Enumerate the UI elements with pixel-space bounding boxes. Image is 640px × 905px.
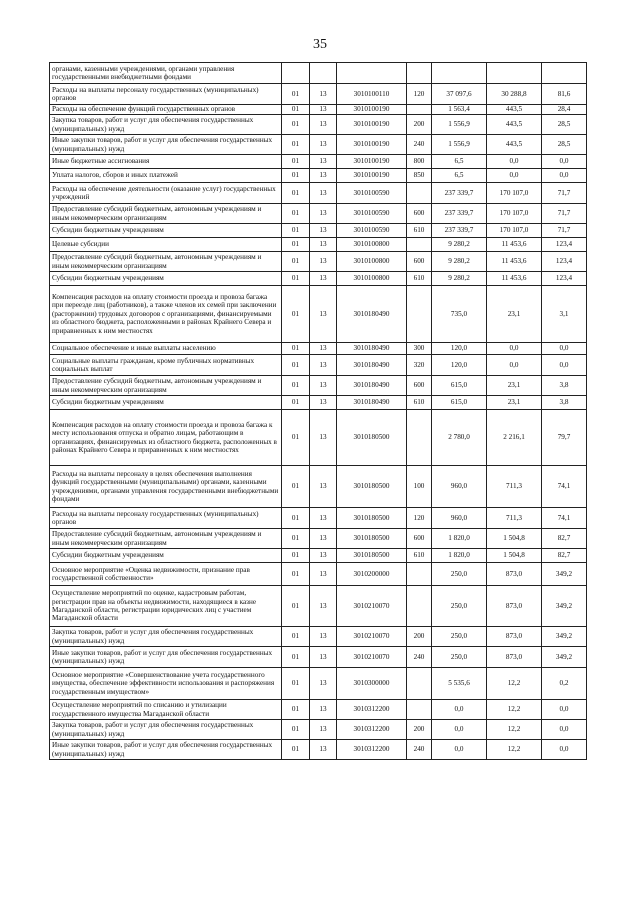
cell-actual: 1 504,8 (487, 529, 542, 549)
cell-percent: 71,7 (542, 204, 587, 224)
cell-actual: 0,0 (487, 169, 542, 183)
cell-actual: 23,1 (487, 396, 542, 410)
table-row (50, 508, 587, 529)
cell-section: 01 (282, 563, 310, 586)
cell-target-article: 3010180500 (337, 508, 407, 529)
cell-percent: 349,2 (542, 647, 587, 668)
cell-name: Субсидии бюджетным учреждениям (50, 549, 282, 563)
cell-expense-type: 240 (407, 740, 432, 760)
cell-expense-type: 120 (407, 84, 432, 105)
cell-subsection: 13 (310, 410, 337, 466)
cell-target-article: 3010100190 (337, 105, 407, 115)
table-row (50, 252, 587, 272)
cell-plan: 735,0 (432, 286, 487, 343)
table-row (50, 204, 587, 224)
cell-expense-type: 600 (407, 529, 432, 549)
cell-section: 01 (282, 135, 310, 155)
cell-expense-type: 850 (407, 169, 432, 183)
cell-section: 01 (282, 466, 310, 508)
cell-section: 01 (282, 343, 310, 355)
cell-subsection: 13 (310, 135, 337, 155)
cell-section: 01 (282, 155, 310, 169)
cell-subsection: 13 (310, 700, 337, 720)
table-row (50, 563, 587, 586)
cell-subsection: 13 (310, 252, 337, 272)
cell-actual: 1 504,8 (487, 549, 542, 563)
cell-plan: 1 556,9 (432, 115, 487, 135)
table-row (50, 135, 587, 155)
table-row (50, 343, 587, 355)
cell-expense-type: 600 (407, 252, 432, 272)
table-row (50, 740, 587, 760)
cell-plan: 250,0 (432, 563, 487, 586)
cell-target-article: 3010100800 (337, 272, 407, 286)
table-row (50, 63, 587, 84)
cell-expense-type (407, 238, 432, 252)
cell-section: 01 (282, 286, 310, 343)
cell-name: Осуществление мероприятий по списанию и утилизации государственного имущества Магаданской области (50, 700, 282, 720)
cell-subsection: 13 (310, 286, 337, 343)
cell-target-article: 3010312200 (337, 740, 407, 760)
cell-subsection: 13 (310, 204, 337, 224)
cell-actual: 12,2 (487, 720, 542, 740)
table-row (50, 224, 587, 238)
cell-section: 01 (282, 272, 310, 286)
table-row (50, 169, 587, 183)
cell-target-article: 3010180490 (337, 286, 407, 343)
cell-target-article: 3010100190 (337, 155, 407, 169)
cell-plan: 1 820,0 (432, 549, 487, 563)
cell-expense-type (407, 410, 432, 466)
cell-percent: 3,8 (542, 376, 587, 396)
cell-plan: 120,0 (432, 343, 487, 355)
cell-subsection: 13 (310, 720, 337, 740)
cell-section: 01 (282, 115, 310, 135)
cell-subsection: 13 (310, 376, 337, 396)
cell-plan: 2 780,0 (432, 410, 487, 466)
table-row (50, 155, 587, 169)
cell-actual: 30 288,8 (487, 84, 542, 105)
cell-section: 01 (282, 224, 310, 238)
cell-target-article: 3010100590 (337, 224, 407, 238)
cell-target-article: 3010100190 (337, 169, 407, 183)
cell-percent: 0,0 (542, 343, 587, 355)
cell-section: 01 (282, 410, 310, 466)
cell-percent: 349,2 (542, 627, 587, 647)
page-number: 35 (313, 37, 327, 52)
table-row (50, 355, 587, 376)
cell-actual: 23,1 (487, 286, 542, 343)
cell-subsection: 13 (310, 586, 337, 627)
cell-plan (432, 63, 487, 84)
cell-section: 01 (282, 183, 310, 204)
cell-actual: 170 107,0 (487, 224, 542, 238)
table-row (50, 115, 587, 135)
cell-subsection: 13 (310, 647, 337, 668)
cell-percent: 71,7 (542, 224, 587, 238)
cell-expense-type: 610 (407, 396, 432, 410)
cell-expense-type (407, 63, 432, 84)
table-row (50, 376, 587, 396)
cell-section: 01 (282, 84, 310, 105)
cell-subsection: 13 (310, 529, 337, 549)
table-row (50, 647, 587, 668)
table-row (50, 529, 587, 549)
cell-subsection: 13 (310, 155, 337, 169)
cell-name: Основное мероприятие «Совершенствование учета государственного имущества, обеспечение эффективности использования и распоряжения государственным имуществом» (50, 668, 282, 700)
cell-plan: 1 820,0 (432, 529, 487, 549)
cell-target-article: 3010100800 (337, 238, 407, 252)
cell-expense-type: 200 (407, 720, 432, 740)
cell-actual: 873,0 (487, 563, 542, 586)
cell-section: 01 (282, 396, 310, 410)
cell-plan: 120,0 (432, 355, 487, 376)
cell-actual: 11 453,6 (487, 238, 542, 252)
cell-name: Субсидии бюджетным учреждениям (50, 272, 282, 286)
cell-percent: 82,7 (542, 549, 587, 563)
cell-plan: 237 339,7 (432, 224, 487, 238)
cell-actual: 711,3 (487, 466, 542, 508)
table-row (50, 700, 587, 720)
cell-actual (487, 63, 542, 84)
cell-percent: 0,2 (542, 668, 587, 700)
cell-subsection: 13 (310, 183, 337, 204)
cell-name: Осуществление мероприятий по оценке, кадастровым работам, регистрации прав на объекты недвижимости, находящиеся в казне Магаданской области, регистрации юридических лиц с участием Магаданской области (50, 586, 282, 627)
cell-name: Расходы на обеспечение функций государственных органов (50, 105, 282, 115)
cell-actual: 873,0 (487, 586, 542, 627)
cell-expense-type: 300 (407, 343, 432, 355)
cell-plan: 9 280,2 (432, 252, 487, 272)
cell-name: Закупка товаров, работ и услуг для обеспечения государственных (муниципальных) нужд (50, 720, 282, 740)
cell-percent: 82,7 (542, 529, 587, 549)
table-row (50, 105, 587, 115)
cell-name: Предоставление субсидий бюджетным, автономным учреждениям и иным некоммерческим организациям (50, 252, 282, 272)
cell-plan: 250,0 (432, 586, 487, 627)
cell-plan: 0,0 (432, 720, 487, 740)
cell-percent: 28,5 (542, 115, 587, 135)
cell-actual: 711,3 (487, 508, 542, 529)
cell-plan: 0,0 (432, 700, 487, 720)
cell-target-article: 3010100190 (337, 115, 407, 135)
table-row (50, 272, 587, 286)
cell-expense-type: 200 (407, 115, 432, 135)
cell-name: Расходы на обеспечение деятельности (оказание услуг) государственных учреждений (50, 183, 282, 204)
cell-name: Предоставление субсидий бюджетным, автономным учреждениям и иным некоммерческим организациям (50, 204, 282, 224)
cell-expense-type (407, 668, 432, 700)
cell-target-article: 3010210070 (337, 627, 407, 647)
cell-expense-type: 600 (407, 376, 432, 396)
cell-target-article: 3010180500 (337, 549, 407, 563)
cell-section: 01 (282, 508, 310, 529)
cell-plan: 9 280,2 (432, 238, 487, 252)
cell-actual: 443,5 (487, 135, 542, 155)
cell-name: Расходы на выплаты персоналу в целях обеспечения выполнения функций государственными (муниципальными) органами, казенными учреждениями, органами управления государственными внебюджетными фондами (50, 466, 282, 508)
cell-section: 01 (282, 668, 310, 700)
table-row (50, 238, 587, 252)
cell-name: Социальное обеспечение и иные выплаты населению (50, 343, 282, 355)
cell-name: Иные закупки товаров, работ и услуг для обеспечения государственных (муниципальных) нужд (50, 647, 282, 668)
cell-target-article: 3010100190 (337, 135, 407, 155)
cell-section: 01 (282, 529, 310, 549)
cell-target-article: 3010100590 (337, 183, 407, 204)
cell-section: 01 (282, 169, 310, 183)
cell-target-article (337, 63, 407, 84)
cell-actual: 170 107,0 (487, 183, 542, 204)
table-body (50, 63, 587, 760)
cell-expense-type (407, 586, 432, 627)
cell-subsection: 13 (310, 238, 337, 252)
cell-expense-type (407, 700, 432, 720)
cell-section (282, 63, 310, 84)
cell-target-article: 3010200000 (337, 563, 407, 586)
cell-percent: 79,7 (542, 410, 587, 466)
cell-name: Иные бюджетные ассигнования (50, 155, 282, 169)
cell-name: Субсидии бюджетным учреждениям (50, 396, 282, 410)
cell-plan: 5 535,6 (432, 668, 487, 700)
table-row (50, 84, 587, 105)
cell-expense-type (407, 183, 432, 204)
cell-actual: 12,2 (487, 740, 542, 760)
cell-plan: 0,0 (432, 740, 487, 760)
cell-percent: 123,4 (542, 272, 587, 286)
cell-subsection: 13 (310, 549, 337, 563)
cell-percent: 123,4 (542, 238, 587, 252)
cell-percent: 0,0 (542, 169, 587, 183)
cell-actual: 170 107,0 (487, 204, 542, 224)
table-row (50, 466, 587, 508)
cell-name: Закупка товаров, работ и услуг для обеспечения государственных (муниципальных) нужд (50, 627, 282, 647)
cell-section: 01 (282, 700, 310, 720)
cell-target-article: 3010180490 (337, 396, 407, 410)
cell-subsection: 13 (310, 84, 337, 105)
cell-target-article: 3010180500 (337, 529, 407, 549)
cell-actual: 0,0 (487, 343, 542, 355)
cell-plan: 615,0 (432, 376, 487, 396)
cell-plan: 37 097,6 (432, 84, 487, 105)
cell-section: 01 (282, 105, 310, 115)
cell-subsection: 13 (310, 466, 337, 508)
cell-target-article: 3010180500 (337, 410, 407, 466)
cell-subsection: 13 (310, 343, 337, 355)
cell-target-article: 3010210070 (337, 586, 407, 627)
cell-expense-type (407, 286, 432, 343)
cell-expense-type: 120 (407, 508, 432, 529)
cell-percent: 349,2 (542, 563, 587, 586)
cell-actual: 0,0 (487, 155, 542, 169)
cell-subsection: 13 (310, 396, 337, 410)
cell-section: 01 (282, 720, 310, 740)
cell-expense-type: 240 (407, 647, 432, 668)
cell-expense-type: 610 (407, 272, 432, 286)
cell-plan: 1 556,9 (432, 135, 487, 155)
cell-expense-type: 800 (407, 155, 432, 169)
cell-section: 01 (282, 740, 310, 760)
cell-subsection: 13 (310, 169, 337, 183)
cell-section: 01 (282, 647, 310, 668)
cell-plan: 250,0 (432, 647, 487, 668)
cell-name: Иные закупки товаров, работ и услуг для обеспечения государственных (муниципальных) нужд (50, 135, 282, 155)
cell-percent: 0,0 (542, 700, 587, 720)
cell-expense-type: 200 (407, 627, 432, 647)
cell-percent: 0,0 (542, 155, 587, 169)
cell-section: 01 (282, 376, 310, 396)
cell-target-article: 3010100800 (337, 252, 407, 272)
cell-actual: 2 216,1 (487, 410, 542, 466)
cell-section: 01 (282, 586, 310, 627)
cell-name: Иные закупки товаров, работ и услуг для обеспечения государственных (муниципальных) нужд (50, 740, 282, 760)
cell-actual: 0,0 (487, 355, 542, 376)
cell-actual: 443,5 (487, 105, 542, 115)
table-row (50, 668, 587, 700)
cell-percent: 0,0 (542, 355, 587, 376)
table-row (50, 286, 587, 343)
cell-plan: 960,0 (432, 466, 487, 508)
cell-expense-type: 240 (407, 135, 432, 155)
table-row (50, 720, 587, 740)
cell-percent: 349,2 (542, 586, 587, 627)
cell-target-article: 3010312200 (337, 720, 407, 740)
cell-section: 01 (282, 549, 310, 563)
cell-subsection: 13 (310, 105, 337, 115)
cell-plan: 1 563,4 (432, 105, 487, 115)
cell-subsection: 13 (310, 355, 337, 376)
cell-actual: 23,1 (487, 376, 542, 396)
cell-percent: 71,7 (542, 183, 587, 204)
cell-subsection: 13 (310, 224, 337, 238)
cell-name: Предоставление субсидий бюджетным, автономным учреждениям и иным некоммерческим организациям (50, 529, 282, 549)
table-row (50, 396, 587, 410)
table-row (50, 586, 587, 627)
cell-subsection: 13 (310, 740, 337, 760)
cell-percent: 3,8 (542, 396, 587, 410)
cell-name: Субсидии бюджетным учреждениям (50, 224, 282, 238)
cell-actual: 443,5 (487, 115, 542, 135)
cell-actual: 11 453,6 (487, 272, 542, 286)
cell-target-article: 3010180500 (337, 466, 407, 508)
cell-expense-type: 600 (407, 204, 432, 224)
cell-name: Социальные выплаты гражданам, кроме публичных нормативных социальных выплат (50, 355, 282, 376)
cell-expense-type: 320 (407, 355, 432, 376)
cell-section: 01 (282, 238, 310, 252)
cell-percent: 3,1 (542, 286, 587, 343)
cell-expense-type (407, 105, 432, 115)
cell-percent: 123,4 (542, 252, 587, 272)
table-row (50, 183, 587, 204)
cell-actual: 873,0 (487, 647, 542, 668)
cell-section: 01 (282, 204, 310, 224)
cell-target-article: 3010312200 (337, 700, 407, 720)
cell-section: 01 (282, 355, 310, 376)
cell-actual: 12,2 (487, 700, 542, 720)
cell-percent: 0,0 (542, 720, 587, 740)
cell-actual: 11 453,6 (487, 252, 542, 272)
cell-name: Закупка товаров, работ и услуг для обеспечения государственных (муниципальных) нужд (50, 115, 282, 135)
cell-percent: 0,0 (542, 740, 587, 760)
cell-name: органами, казенными учреждениями, органами управления государственными внебюджетными фондами (50, 63, 282, 84)
cell-section: 01 (282, 252, 310, 272)
cell-expense-type (407, 563, 432, 586)
cell-actual: 873,0 (487, 627, 542, 647)
cell-subsection: 13 (310, 668, 337, 700)
cell-name: Целевые субсидии (50, 238, 282, 252)
cell-percent: 28,5 (542, 135, 587, 155)
cell-plan: 237 339,7 (432, 183, 487, 204)
cell-name: Предоставление субсидий бюджетным, автономным учреждениям и иным некоммерческим организациям (50, 376, 282, 396)
table-row (50, 410, 587, 466)
cell-expense-type: 610 (407, 224, 432, 238)
cell-plan: 250,0 (432, 627, 487, 647)
cell-name: Уплата налогов, сборов и иных платежей (50, 169, 282, 183)
cell-target-article: 3010300000 (337, 668, 407, 700)
cell-target-article: 3010180490 (337, 343, 407, 355)
cell-percent: 28,4 (542, 105, 587, 115)
cell-actual: 12,2 (487, 668, 542, 700)
cell-subsection: 13 (310, 563, 337, 586)
cell-plan: 9 280,2 (432, 272, 487, 286)
cell-subsection: 13 (310, 508, 337, 529)
cell-target-article: 3010100110 (337, 84, 407, 105)
cell-name: Расходы на выплаты персоналу государственных (муниципальных) органов (50, 508, 282, 529)
cell-percent: 74,1 (542, 508, 587, 529)
cell-target-article: 3010180490 (337, 376, 407, 396)
cell-target-article: 3010180490 (337, 355, 407, 376)
cell-expense-type: 610 (407, 549, 432, 563)
cell-name: Расходы на выплаты персоналу государственных (муниципальных) органов (50, 84, 282, 105)
cell-section: 01 (282, 627, 310, 647)
cell-percent: 74,1 (542, 466, 587, 508)
budget-table (49, 62, 587, 760)
cell-percent (542, 63, 587, 84)
cell-plan: 237 339,7 (432, 204, 487, 224)
table-row (50, 549, 587, 563)
cell-subsection: 13 (310, 272, 337, 286)
cell-expense-type: 100 (407, 466, 432, 508)
cell-plan: 6,5 (432, 155, 487, 169)
cell-percent: 81,6 (542, 84, 587, 105)
cell-subsection (310, 63, 337, 84)
cell-subsection: 13 (310, 115, 337, 135)
cell-target-article: 3010100590 (337, 204, 407, 224)
table-row (50, 627, 587, 647)
cell-plan: 6,5 (432, 169, 487, 183)
cell-name: Компенсация расходов на оплату стоимости проезда и провоза багажа при переезде лиц (работников), а также членов их семей при заключении (расторжении) трудовых договоров с организациями, финансируемыми из областного бюджета, расположенными в районах Крайнего Севера и приравненных к ним местностях (50, 286, 282, 343)
cell-name: Основное мероприятие «Оценка недвижимости, признание прав государственной собственности» (50, 563, 282, 586)
cell-target-article: 3010210070 (337, 647, 407, 668)
cell-plan: 615,0 (432, 396, 487, 410)
cell-plan: 960,0 (432, 508, 487, 529)
cell-subsection: 13 (310, 627, 337, 647)
cell-name: Компенсация расходов на оплату стоимости проезда и провоза багажа к месту использования отпуска и обратно лицам, работающим в организациях, финансируемых из областного бюджета, расположенных в районах Крайнего Севера и приравненных к ним местностях (50, 410, 282, 466)
